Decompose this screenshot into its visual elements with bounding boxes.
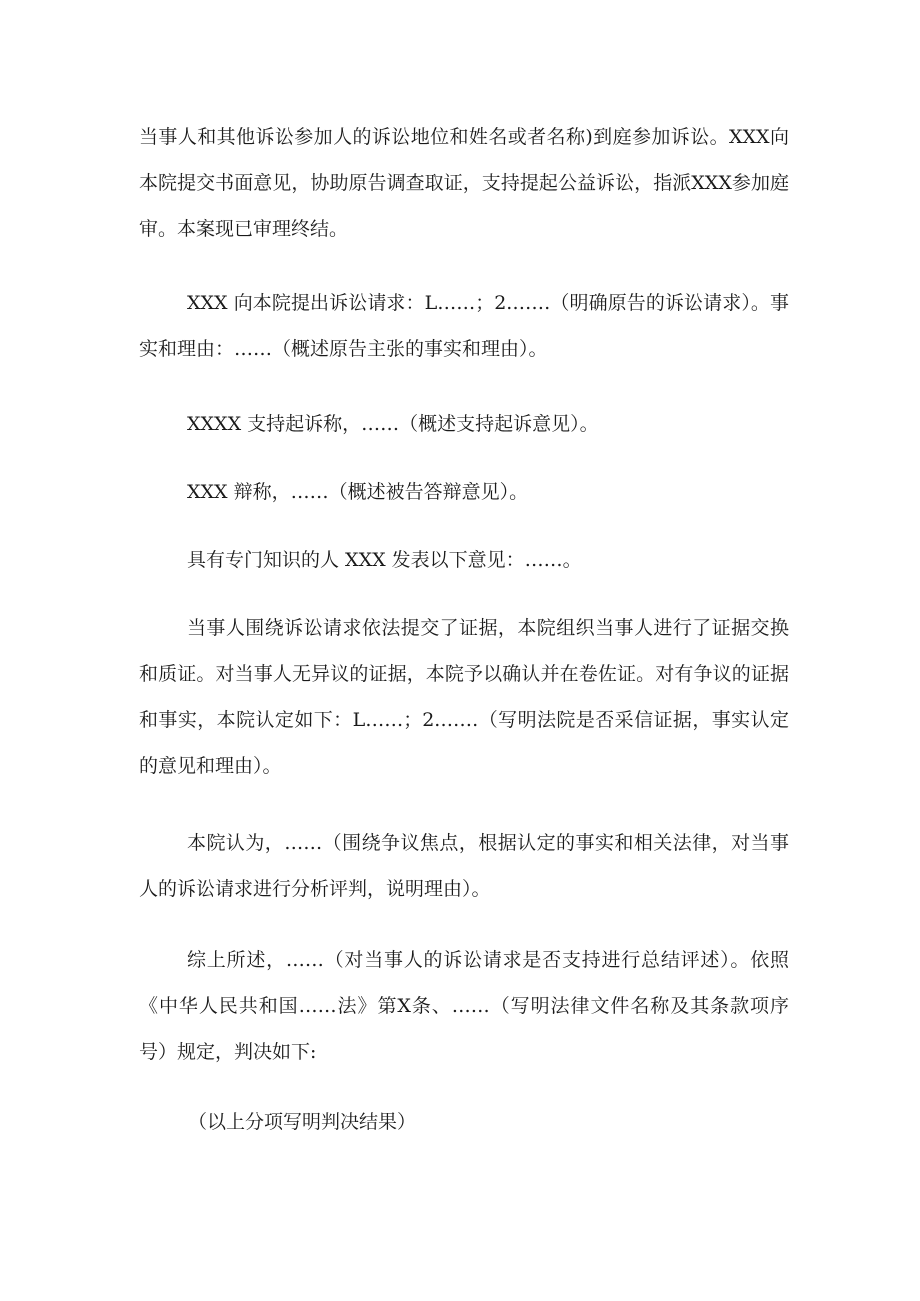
paragraph-support-statement: XXXX 支持起诉称，……（概述支持起诉意见）。 (187, 413, 599, 435)
paragraph-expert-opinion: 具有专门知识的人 XXX 发表以下意见：……。 (187, 549, 582, 571)
paragraph-plaintiff-claims: XXX 向本院提出诉讼请求：L……；2.……（明确原告的诉讼请求）。事实和理由：……（概述原告主张的事实和理由）。 (139, 292, 789, 360)
paragraph-court-opinion: 本院认为，……（围绕争议焦点，根据认定的事实和相关法律，对当事人的诉讼请求进行分析评判，说明理由）。 (139, 832, 789, 900)
paragraph-parties-appearance: 当事人和其他诉讼参加人的诉讼地位和姓名或者名称)到庭参加诉讼。XXX向本院提交书面意见，协助原告调查取证，支持提起公益诉讼，指派XXX参加庭审。本案现已审理终结。 (139, 126, 789, 240)
paragraph-evidence: 当事人围绕诉讼请求依法提交了证据，本院组织当事人进行了证据交换和质证。对当事人无异议的证据，本院予以确认并在卷佐证。对有争议的证据和事实，本院认定如下：L……；2.……（写明法院是否采信证据，事实认定的意见和理由）。 (139, 617, 789, 777)
paragraph-conclusion: 综上所述，……（对当事人的诉讼请求是否支持进行总结评述）。依照《中华人民共和国……法》第X条、……（写明法律文件名称及其条款项序号）规定，判决如下: (139, 949, 789, 1063)
paragraph-judgment-note: （以上分项写明判决结果） (188, 1111, 417, 1133)
paragraph-defendant-reply: XXX 辩称，……（概述被告答辩意见）。 (187, 481, 529, 503)
